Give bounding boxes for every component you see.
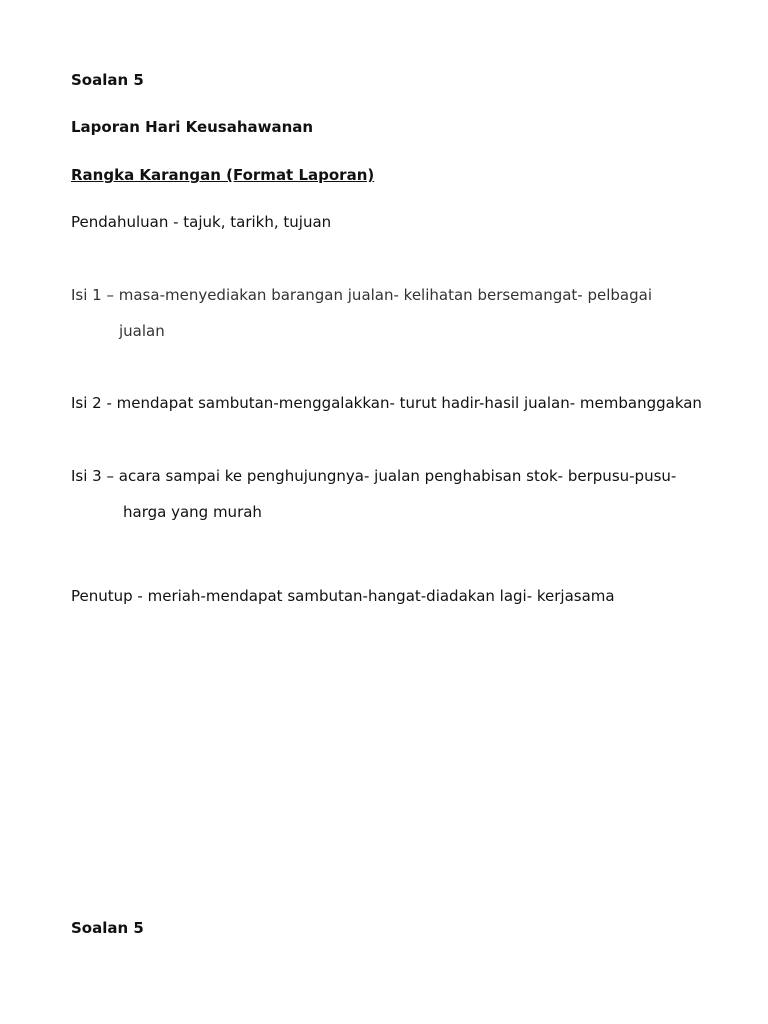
point-3-line-1: Isi 3 – acara sampai ke penghujungnya- jualan penghabisan stok- berpusu-pusu-	[71, 467, 677, 485]
point-2-line: Isi 2 - mendapat sambutan-menggalakkan- turut hadir-hasil jualan- membanggakan	[71, 394, 702, 412]
outline-subtitle: Rangka Karangan (Format Laporan)	[71, 166, 375, 184]
point-3-line-2: harga yang murah	[123, 503, 262, 521]
report-title: Laporan Hari Keusahawanan	[71, 118, 314, 136]
point-1-line-2: jualan	[119, 322, 165, 340]
point-1-line-1: Isi 1 – masa-menyediakan barangan jualan- kelihatan bersemangat- pelbagai	[71, 286, 653, 304]
closing-line: Penutup - meriah-mendapat sambutan-hangat-diadakan lagi- kerjasama	[71, 587, 615, 605]
intro-line: Pendahuluan - tajuk, tarikh, tujuan	[71, 213, 332, 231]
question-heading: Soalan 5	[71, 71, 144, 89]
question-heading-repeat: Soalan 5	[71, 919, 144, 937]
